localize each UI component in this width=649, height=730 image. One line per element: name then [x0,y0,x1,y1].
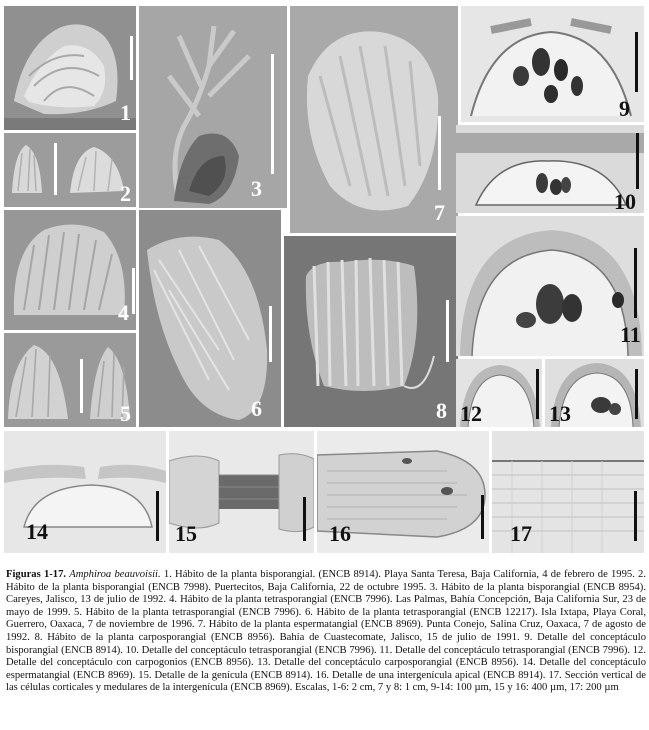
panel-3-scale-bar [271,54,274,174]
panel-4-specimen [4,210,136,330]
panel-14-micrograph [4,431,166,553]
panel-11-micrograph [456,216,644,356]
panel-8-number: 8 [436,398,447,423]
panel-13-micrograph [545,359,644,427]
panel-11-number: 11 [620,322,641,347]
panel-3-photo [139,6,287,208]
panel-5-specimens [4,333,136,427]
panel-4-photo [4,210,136,330]
panel-3-specimen [139,6,287,208]
panel-2-specimens [4,133,136,207]
panel-2-photo [4,133,136,207]
panel-6-photo [139,210,281,427]
panel-13-number: 13 [549,401,571,426]
panel-10-micrograph [456,125,644,213]
panel-6-scale-bar [269,306,272,362]
panel-5-scale-bar [80,359,83,413]
panel-16-micrograph [317,431,489,553]
panel-8-photo [284,236,458,427]
panel-15-micrograph [169,431,314,553]
panel-11-scale-bar [634,248,637,318]
panel-2-number: 2 [120,181,131,206]
panel-8-specimen [284,236,458,427]
panel-17-micrograph [492,431,644,553]
panel-3-number: 3 [251,176,262,201]
panel-9-conceptacle [461,6,644,122]
panel-7-photo [290,6,458,233]
panel-17-number: 17 [510,521,532,546]
caption-label: Figuras 1-17. [6,569,67,580]
panel-14-number: 14 [26,519,48,544]
panel-2-scale-bar [54,143,57,195]
panel-12-micrograph [456,359,542,427]
panel-6-number: 6 [251,396,262,421]
panel-5-photo [4,333,136,427]
panel-1-specimen [4,6,136,130]
panel-9-micrograph [461,6,644,122]
panel-8-scale-bar [446,300,449,362]
caption-species: Amphiroa beauvoisii. [69,569,161,580]
panel-9-number: 9 [619,96,630,121]
panel-16-number: 16 [329,521,351,546]
panel-4-scale-bar [132,268,135,314]
panel-10-number: 10 [614,189,636,213]
panel-11-conceptacle [456,216,644,356]
panel-5-number: 5 [120,401,131,426]
panel-14-scale-bar [156,491,159,541]
panel-13-scale-bar [635,369,638,419]
panel-12-number: 12 [460,401,482,426]
panel-1-scale-bar [130,36,133,80]
panel-1-photo [4,6,136,130]
panel-7-number: 7 [434,200,445,225]
panel-7-scale-bar [438,116,441,190]
figure-caption [6,569,646,695]
panel-12-scale-bar [536,369,539,419]
panel-4-number: 4 [118,300,129,325]
caption-text: 1. Hábito de la planta bisporangial. (ENCB 8914). Playa Santa Teresa, Baja California, 4 de febrero de 1995. 2. Hábito de la planta bisporangial (ENCB 7998). Puertecitos, Baja California, 22 de octubre 1995. 3. Hábito de la planta bisporangial (ENCB 8954). Careyes, Jalisco, 13 de julio de 1992. 4. Hábito de la planta tetrasporangial (ENCB 7996). Las Palmas, Bahía Concepción, Baja California Sur, 23 de mayo de 1999. 5. Hábito de la planta tetrasporangial (ENCB 7996). 6. Hábito de la planta tetrasporangial (ENCB 12217). Isla Ixtapa, Playa Coral, Guerrero, Oaxaca, 7 de noviembre de 1996. 7. Hábito de la planta espermatangial (ENCB 8969). Punta Conejo, Salina Cruz, Oaxaca, 7 de agosto de 1992. 8. Hábito de la planta carposporangial (ENCB 8956). Bahía de Cuastecomate, Jalisco, 15 de julio de 1991. 9. Detalle del conceptáculo bisporangial (ENCB 8914). 10. Detalle del conceptáculo tetrasporangial (ENCB 7996). 11. Detalle del conceptáculo tetrasporangial (ENCB 7996). 12. Detalle del conceptáculo con carpogonios (ENCB 8956). 13. Detalle del conceptáculo carposporangial (ENCB 8956). 14. Detalle del conceptáculo espermatangial (ENCB 8969). 15. Detalle de la genícula (ENCB 8914). 16. Detalle de una intergenícula apical (ENCB 8914). 17. Sección vertical de las células corticales y medulares de la intergenícula (ENCB 8969). Escalas, 1-6: 2 cm, 7 y 8: 1 cm, 9-14: 100 µm, 15 y 16: 400 µm, 17: 200 µm [6,569,647,694]
panel-9-scale-bar [635,32,638,92]
panel-17-scale-bar [634,491,637,541]
panel-16-scale-bar [481,495,484,539]
panel-15-number: 15 [175,521,197,546]
panel-7-specimen [290,6,458,233]
panel-15-scale-bar [303,497,306,541]
panel-10-scale-bar [636,133,639,189]
panel-6-specimen [139,210,281,427]
panel-1-number: 1 [120,100,131,125]
